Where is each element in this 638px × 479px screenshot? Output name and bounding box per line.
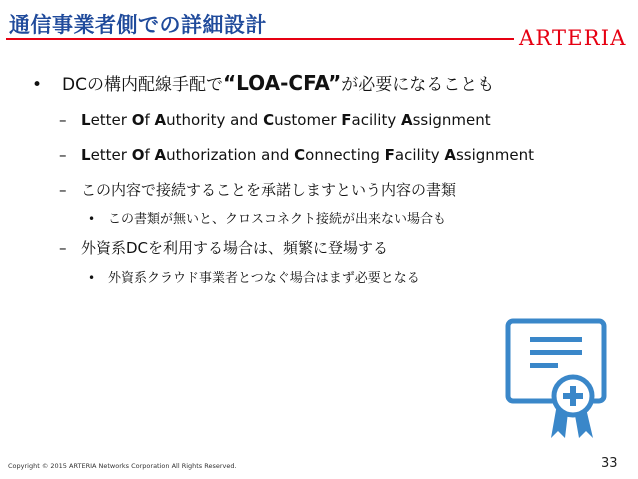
sub-bullet-1-text: Letter Of Authority and Customer Facility Assignment <box>81 111 491 129</box>
title-rule <box>6 38 514 40</box>
sub-bullet-3 <box>59 179 456 200</box>
arteria-logo: ARTERIA <box>519 26 627 50</box>
sub-sub-bullet-1 <box>88 208 446 227</box>
bullet-mark: • <box>32 75 43 95</box>
bullet-mark: • <box>88 212 96 226</box>
sub-sub-bullet-2 <box>88 267 420 286</box>
sub-sub-bullet-1-text: この書類が無いと、クロスコネクト接続が出来ない場合も <box>108 212 447 227</box>
bullet-mark: • <box>88 271 96 285</box>
sub-bullet-4-text: 外資系DCを利用する場合は、頻繁に登場する <box>81 239 389 257</box>
sub-sub-bullet-2-text: 外資系クラウド事業者とつなぐ場合はまず必要となる <box>108 271 420 286</box>
page-number: 33 <box>601 456 618 471</box>
page-title: 通信事業者側での詳細設計 <box>9 13 267 37</box>
copyright-text: Copyright © 2015 ARTERIA Networks Corporation All Rights Reserved. <box>8 462 237 470</box>
dash-mark: – <box>59 146 67 164</box>
dash-mark: – <box>59 181 67 199</box>
certificate-icon <box>505 318 615 443</box>
sub-bullet-3-text: この内容で接続することを承諾しますという内容の書類 <box>81 181 457 199</box>
sub-bullet-4 <box>59 237 388 258</box>
dash-mark: – <box>59 239 67 257</box>
bullet-1-tail: が必要になることも <box>341 75 495 95</box>
sub-bullet-2-text: Letter Of Authorization and Connecting Facility Assignment <box>81 146 535 164</box>
bullet-1 <box>32 70 494 95</box>
bullet-1-text: DCの構内配線手配で <box>62 75 223 95</box>
dash-mark: – <box>59 111 67 129</box>
bullet-1-quote: “LOA-CFA” <box>222 71 342 95</box>
sub-bullet-2 <box>59 146 534 164</box>
sub-bullet-1 <box>59 111 491 129</box>
